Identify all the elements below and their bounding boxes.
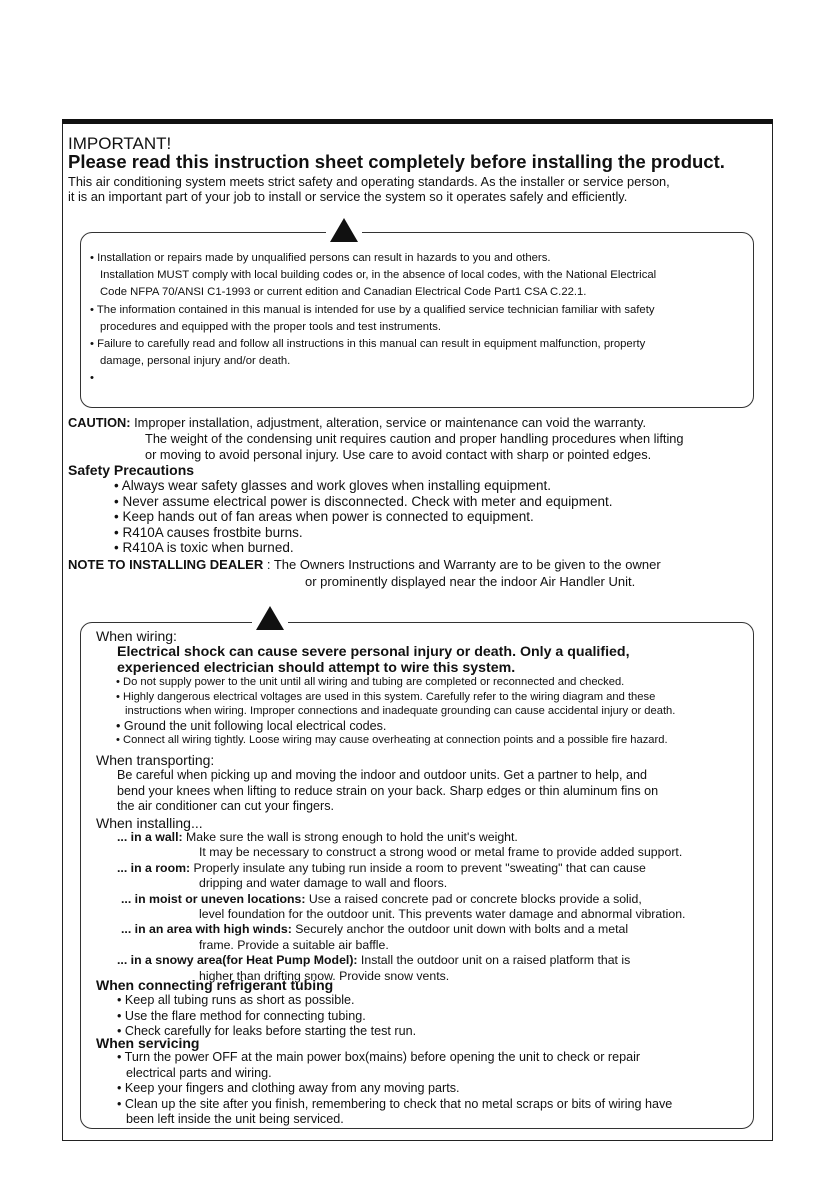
list-item: • Never assume electrical power is disconnected. Check with meter and equipment. (114, 493, 613, 509)
safety-title: Safety Precautions (68, 462, 195, 478)
tubing-list (117, 993, 416, 1040)
list-item: • Check carefully for leaks before starting the test run. (117, 1024, 417, 1038)
wiring-list: • Do not supply power to the unit until all wiring and tubing are completed or reconnected and checked. • Highly dangerous electrical voltages are used in this system. Carefully refer to the wiring diagram and these instructions when wiring. Improper connections and inadequate grounding can cause accidental injury or death. • Ground the unit following local electrical codes. • Connect all wiring tightly. Loose wiring may cause overheating at connection points and a possible fire hazard. (116, 676, 676, 747)
important-heading: IMPORTANT! (68, 134, 172, 153)
list-item: • Always wear safety glasses and work gloves when installing equipment. (114, 478, 551, 493)
servicing-title: When servicing (96, 1035, 200, 1051)
read-instructions-heading: Please read this instruction sheet completely before installing the product. (68, 151, 725, 172)
list-item: • R410A is toxic when burned. (114, 540, 294, 556)
intro-text: This air conditioning system meets strict safety and operating standards. As the installer or service person, it is an important part of your job to install or service the system so it operates safely and efficiently. (68, 174, 670, 204)
list-item: • Use the flare method for connecting tubing. (117, 1008, 366, 1023)
list-item: • R410A causes frostbite burns. (114, 524, 303, 540)
servicing-list: • Turn the power OFF at the main power box(mains) before opening the unit to check or repair electrical parts and wiring. • Keep your fingers and clothing away from any moving parts. • Clean up the site after you finish, remembering to check that no metal scraps or bits of wiring have been left inside the unit being serviced. (117, 1050, 673, 1126)
wiring-title: When wiring: (96, 628, 177, 644)
installing-list: ... in a wall: Make sure the wall is strong enough to hold the unit's weight. It may be necessary to construct a strong wood or metal frame to provide added support. ... in a room: Properly insulate any tubing run inside a room to prevent "sweating" that can cause dripping and water damage to wall and floors. ... in moist or uneven locations: Use a raised concrete pad or concrete blocks provide a solid, level foundation for the outdoor unit. This prevents water damage and abnormal vibration. ... in an area with high winds: Securely anchor the outdoor unit down with bolts and a metal frame. Provide a suitable air baffle. ... in a snowy area(for Heat Pump Model): Install the outdoor unit on a raised platform that is higher than drifting snow. Provide snow vents. (117, 830, 686, 983)
installing-title: When installing... (96, 815, 203, 831)
manual-page: IMPORTANT! Please read this instruction sheet completely before installing the product. This air conditioning system meets strict safety and operating standards. As the installer or service person, it is an important part of your job to install or service the system so it operates safely and efficiently. • Installation or repairs made by unqualified persons can result in hazards to you and others. Installation MUST comply with local building codes or, in the absence of local codes, with the National Electrical Code NFPA 70/ANSI C1-1993 or current edition and Canadian Electrical Code Part1 CSA C.22.1. • The information contained in this manual is intended for use by a qualified service technician familiar with safety procedures and equipped with the proper tools and test instruments. • Failure to carefully read and follow all instructions in this manual can result in equipment malfunction, property damage, personal injury and/or death. • CAUTION: Improper installation, adjustment, alteration, service or maintenance can void the warranty. The weight of the condensing unit requires caution and proper handling procedures when lifting or moving to avoid personal injury. Use care to avoid contact with sharp or pointed edges. Safety Precautions • Always wear safety glasses and work gloves when installing equipment. • Never assume electrical power is disconnected. Check with meter and equipment. • Keep hands out of fan areas when power is connected to equipment. • R410A causes frostbite burns. • R410A is toxic when burned. NOTE TO INSTALLING DEALER : The Owners Instructions and Warranty are to be given to the owner or prominently displayed near the indoor Air Handler Unit. When wiring: Electrical shock can cause severe personal injury or death. Only a qualified, experienced electrician should attempt to wire this system. • Do not supply power to the unit until all wiring and tubing are completed or reconnected and checked. • Highly dangerous electrical voltages are used in this system. Carefully refer to the wiring diagram and these instructions when wiring. Improper connections and inadequate grounding can cause accidental injury or death. • Ground the unit following local electrical codes. • Connect all wiring tightly. Loose wiring may cause overheating at connection points and a possible fire hazard. When transporting: Be careful when picking up and moving the indoor and outdoor units. Get a partner to help, and bend your knees when lifting to reduce strain on your back. Sharp edges or thin aluminum fins on the air conditioner can cut your fingers. When installing... ... in a wall: Make sure the wall is strong enough to hold the unit's weight. It may be necessary to construct a strong wood or metal frame to provide added support. ... in a room: Properly insulate any tubing run inside a room to prevent "sweating" that can cause dripping and water damage to wall and floors. ... in moist or uneven locations: Use a raised concrete pad or concrete blocks provide a solid, level foundation for the outdoor unit. This prevents water damage and abnormal vibration. ... in an area with high winds: Securely anchor the outdoor unit down with bolts and a metal frame. Provide a suitable air baffle. ... in a snowy area(for Heat Pump Model): Install the outdoor unit on a raised platform that is higher than drifting snow. Provide snow vents. When connecting refrigerant tubing • Keep all tubing runs as short as possible. • Use the flare method for connecting tubing. • Check carefully for leaks before starting the test run. When servicing • Turn the power OFF at the main power box(mains) before opening the unit to check or repair electrical parts and wiring. • Keep your fingers and clothing away from any moving parts. • Clean up the site after you finish, remembering to check that no metal scraps or bits of wiring have been left inside the unit being serviced. (0, 0, 839, 1191)
list-item: • Keep hands out of fan areas when power is connected to equipment. (114, 509, 534, 525)
transporting-text: Be careful when picking up and moving the indoor and outdoor units. Get a partner to help, and bend your knees when lifting to reduce strain on your back. Sharp edges or thin aluminum fins on the air conditioner can cut your fingers. (117, 768, 659, 813)
warning-triangle-icon (256, 606, 284, 630)
note-section: NOTE TO INSTALLING DEALER : The Owners Instructions and Warranty are to be given to the owner (68, 557, 661, 572)
wiring-warning: Electrical shock can cause severe personal injury or death. Only a qualified, experienced electrician should attempt to wire this system. (117, 644, 630, 676)
tubing-title: When connecting refrigerant tubing (96, 977, 334, 993)
note-label: NOTE TO INSTALLING DEALER (68, 557, 264, 572)
caution-label: CAUTION: (68, 415, 131, 430)
list-item: • Keep all tubing runs as short as possible. (117, 993, 355, 1007)
caution-section: CAUTION: Improper installation, adjustment, alteration, service or maintenance can void the warranty. (68, 415, 647, 430)
warning-box-text: • Installation or repairs made by unqualified persons can result in hazards to you and others. Installation MUST comply with local building codes or, in the absence of local codes, with the National Electrical Code NFPA 70/ANSI C1-1993 or current edition and Canadian Electrical Code Part1 CSA C.22.1. • The information contained in this manual is intended for use by a qualified service technician familiar with safety procedures and equipped with the proper tools and test instruments. • Failure to carefully read and follow all instructions in this manual can result in equipment malfunction, property damage, personal injury and/or death. • (90, 252, 657, 385)
warning-triangle-icon (330, 218, 358, 242)
transporting-title: When transporting: (96, 752, 215, 768)
safety-list (114, 478, 612, 556)
